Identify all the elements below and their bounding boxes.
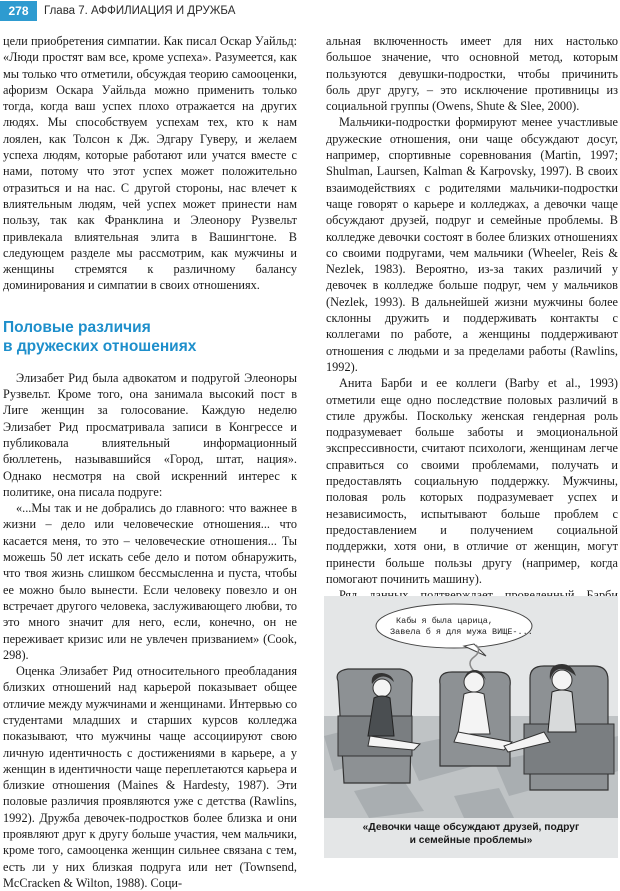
figure-caption <box>324 821 618 847</box>
paragraph: Анита Барби и ее коллеги (Barby et al., 1993) отметили еще одно последствие половых различий в стиле дружбы. Поскольку женская гендерная роль подразумевает больше заботы и эмоциональной экспрессивности, считают психологи, женщинам легче справиться со своими проблемами, получать и предоставлять социальную поддержку. Мужчины, половая роль которых подразумевает успех и независимость, испытывают больше проблем с предоставлением и получением социальной поддержки, хотя они, в отличие от женщин, могут принести больше пользы другу (например, когда помогают починить машину). <box>326 376 618 586</box>
left-column <box>3 33 297 891</box>
section-heading-line: в дружеских отношениях <box>3 337 197 355</box>
running-head-title: Глава 7. АФФИЛИАЦИЯ И ДРУЖБА <box>44 5 236 17</box>
running-header <box>0 0 620 22</box>
right-column <box>326 33 618 620</box>
caption-line: и семейные проблемы» <box>409 835 533 846</box>
paragraph: альная включенность имеет для них настолько большое значение, что основной метод, которым пользуются девушки-подростки, чтобы причинить боль друг другу, – это исключение противницы из социальной группы (Owens, Shute & Slee, 2000). <box>326 34 618 114</box>
section-heading-line: Половые различия <box>3 318 151 336</box>
section-heading <box>3 318 297 356</box>
paragraph: цели приобретения симпатии. Как писал Оскар Уайльд: «Люди простят вам все, кроме успеха». Разумеется, как мы только что отметили, обсуждая теорию самооценки, афоризм Оскара Уайльда можно применить только тогда, когда ваш успех плохо отражается на других людях. Мы способствуем успехам тех, кто к нам лоялен, как Толсон к Дж. Эдгару Гуверу, и желаем успеха людям, которые работают или учатся вместе с нами, потому что этот успех может положительно отразиться и на нас. С другой стороны, нас влечет к влиятельным людям, чей успех может принести нам пользу, так как Франклина и Элеонору Рузвельт привлекала влиятельная элита в Вашингтоне. В следующем разделе мы рассмотрим, как мужчины и женщины стремятся к различному балансу доминирования и симпатии в своих отношениях. <box>3 34 297 293</box>
paragraph: Элизабет Рид была адвокатом и подругой Элеоноры Рузвельт. Кроме того, она занимала высокий пост в Лиге женщин за голосование. Каждую неделю Элизабет Рид просматривала записи в Конгрессе и публиковала влиятельный информационный бюллетень, называвшийся «Город, штат, нация». Однако несмотря на свой искренний интерес к политике, она писала подруге: <box>3 370 297 499</box>
page-number: 278 <box>0 1 37 21</box>
caption-line: «Девочки чаще обсуждают друзей, подруг <box>362 822 580 833</box>
speech-bubble-line: Завела б я для мужа ВИЩЕ-... <box>390 627 533 637</box>
paragraph: Мальчики-подростки формируют менее участливые дружеские отношения, они чаще обсуждают досуг, например, спортивные соревнования (Martin, 1997; Shulman, Laursen, Kalman & Karpovsky, 1997). В своих взаимодействиях с родителями мальчики-подростки чаще говорят о карьере и колледжах, а девочки чаще обсуждают друзей, подруг и семейные проблемы. В колледже девочки состоят в более близких отношениях со своими подругами, чем мальчики (Wheeler, Reis & Nezlek, 1983). Вероятно, из-за таких различий у девочек в колледже больше подруг, чем у мальчиков (Nezlek, 1993). В дальнейшей жизни мужчины более склонны дружить и поддерживать контакты с коллегами по работе, а женщины поддерживают отношения с людьми и за пределами работы (Rawlins, 1992). <box>326 115 618 374</box>
paragraph: Оценка Элизабет Рид относительного преобладания близких отношений над карьерой показывает общее отличие между мужчинами и женщинами. Интервью со студентами младших и старших курсов колледжа показывают, что мужчины чаще ассоциируют свою личную идентичность с достижениями в карьере, а у женщин в идентичности чаще переплетаются карьера и близкие отношения (Maines & Hardesty, 1987). Эти половые различия проявляются уже с детства (Rawlins, 1992). Дружба девочек-подростков более близка и они проявляют друг к другу больше участия, чем мальчики, кроме того, самооценка женщин сильнее связана с тем, есть ли у них близкая подруга или нет (Townsend, McCracken & Wilton, 1988). Соци- <box>3 664 297 890</box>
quote-paragraph: «...Мы так и не добрались до главного: что важнее в жизни – дело или человеческие отношения... что касается меня, то это – человеческие отношения... Ты можешь 50 лет искать себе дело и потом обнаружить, что твоя жизнь слишком бессмысленна и пуста, чтобы ее можно было вынести. Если человеку повезло и он встречает другого человека, заслуживающего любви, то это много значит для него, если, конечно, он не переживает кризис или не увлечен призванием» (Cook, 298). <box>3 501 297 662</box>
speech-bubble-line: Кабы я была царица, <box>396 616 493 626</box>
cartoon-illustration <box>324 596 618 818</box>
cartoon-figure <box>324 596 618 858</box>
